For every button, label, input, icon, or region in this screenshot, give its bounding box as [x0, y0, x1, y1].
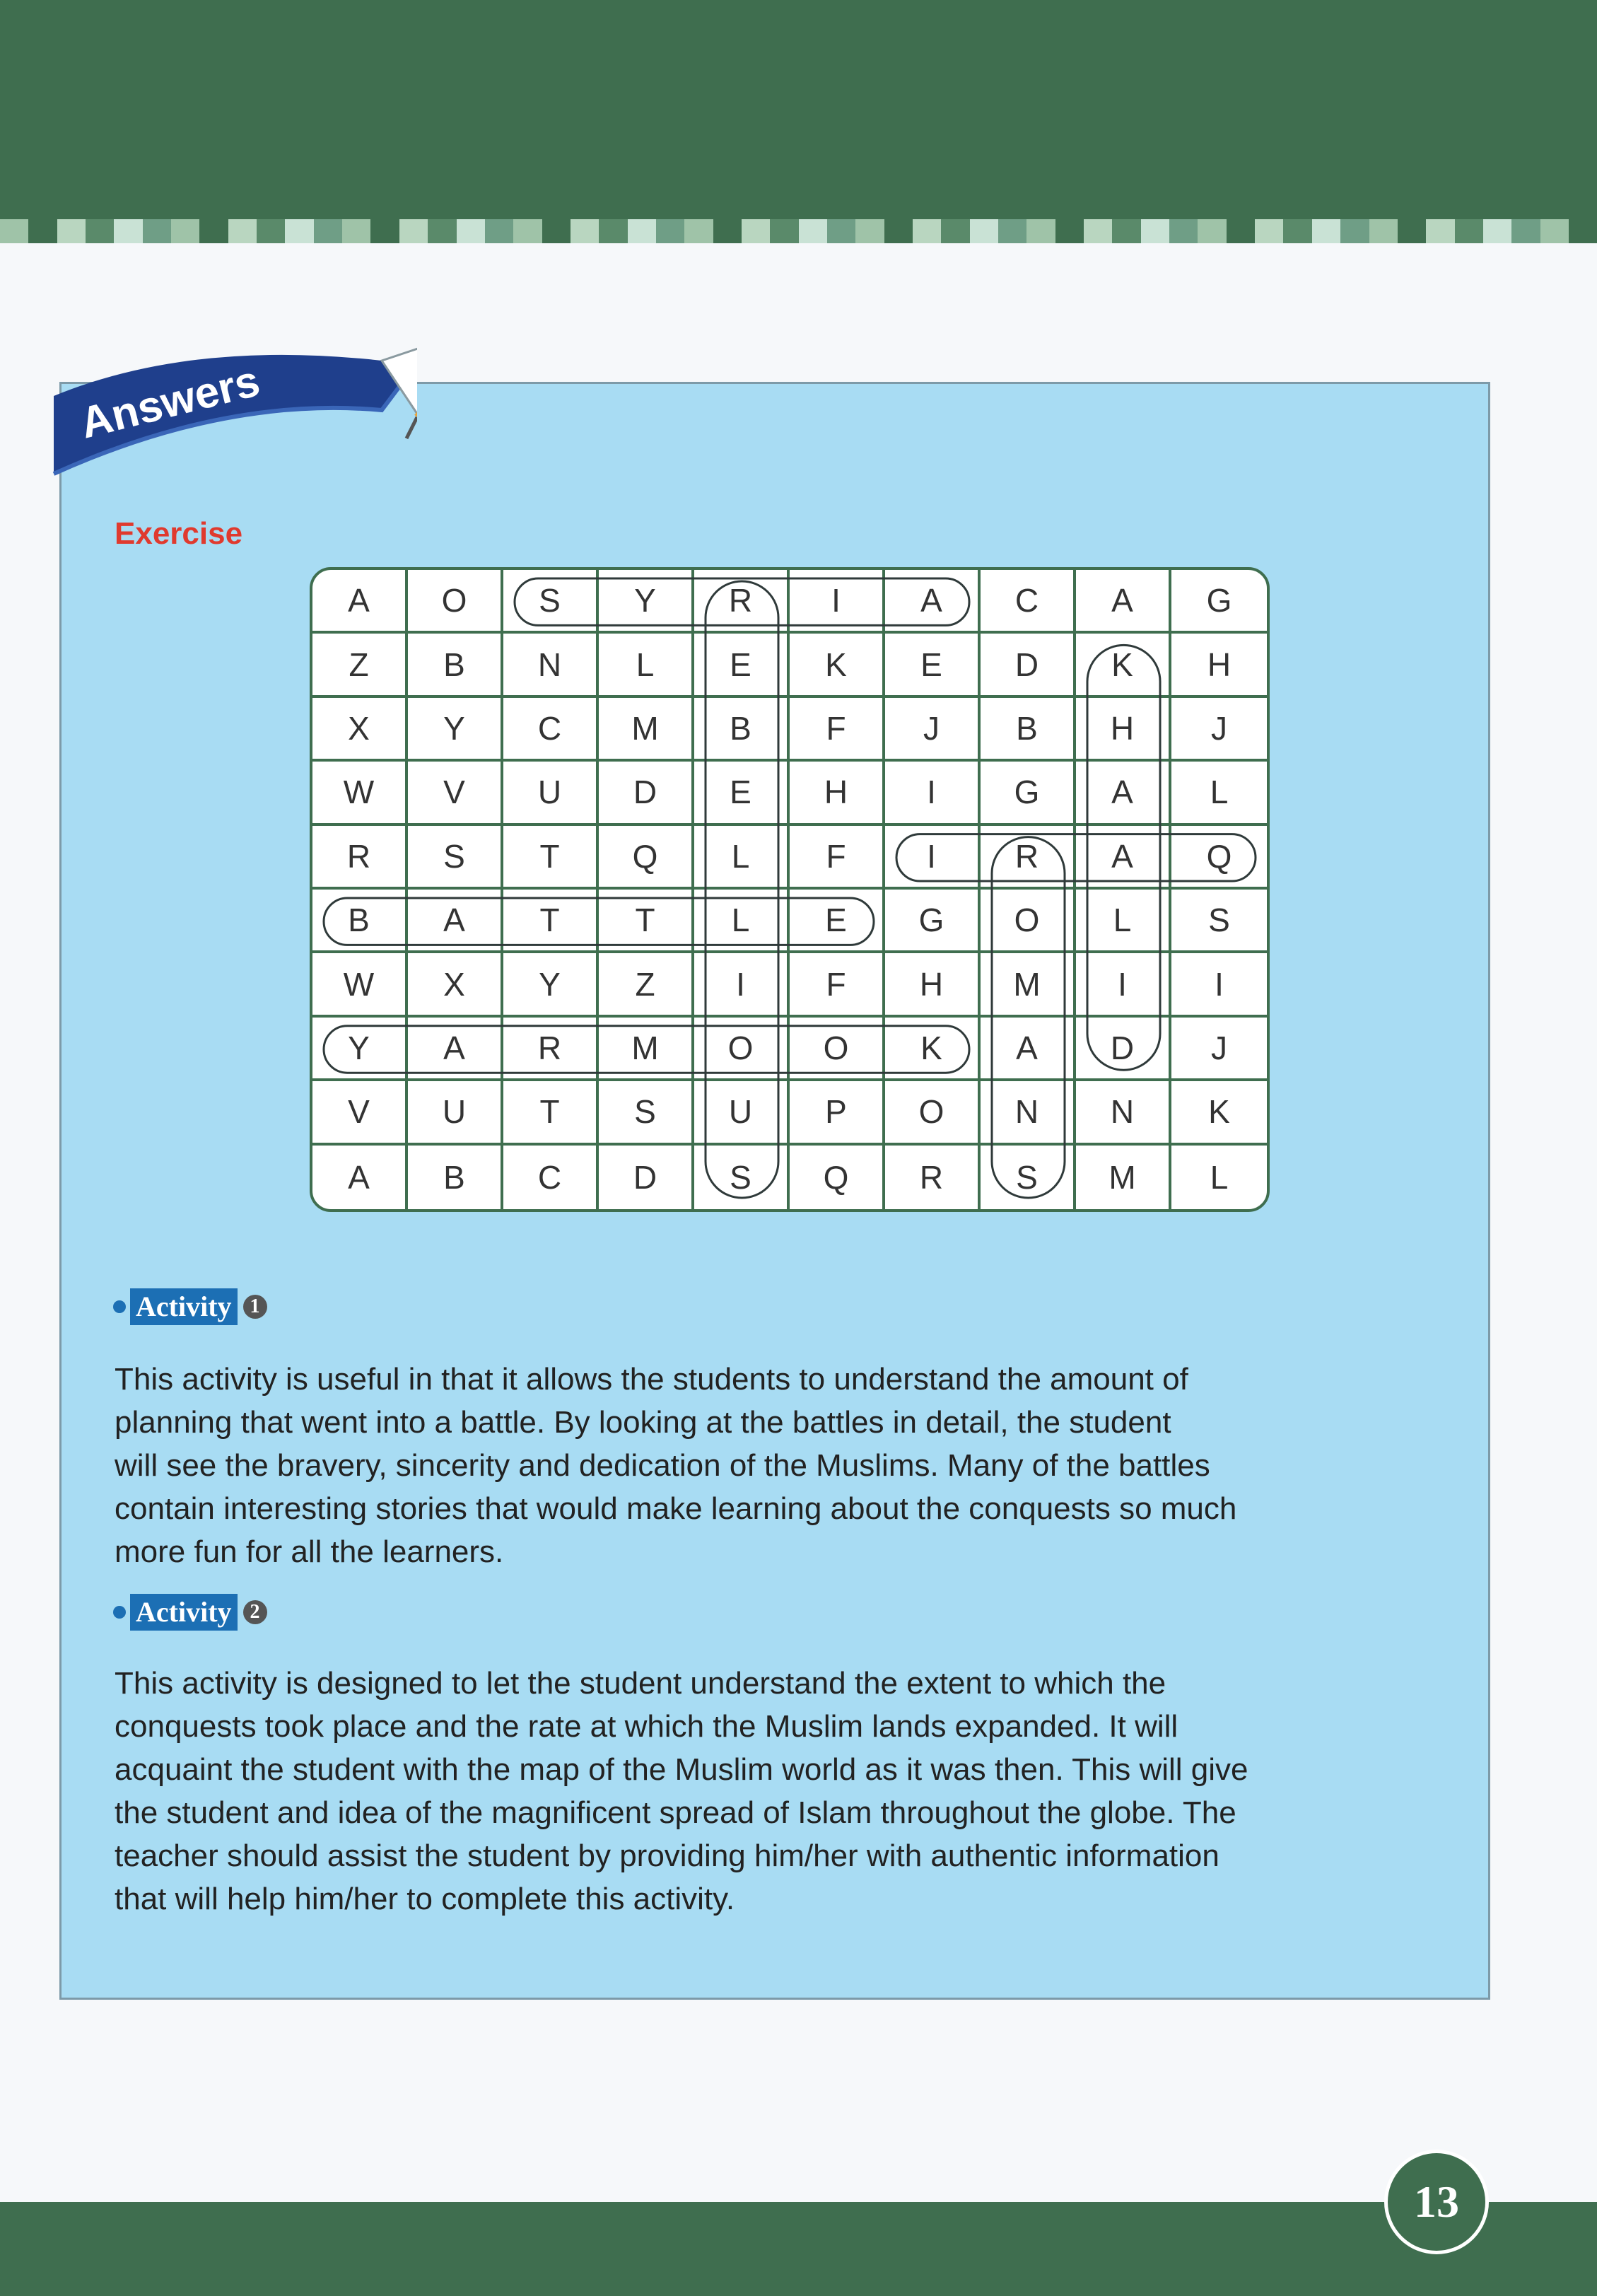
text-line: the student and idea of the magnificent spread of Islam throughout the globe. The — [115, 1795, 1236, 1830]
text-line: contain interesting stories that would make learning about the conquests so much — [115, 1491, 1237, 1526]
grid-cell: Z — [599, 953, 694, 1017]
word-search-cells — [312, 570, 1267, 1209]
checker-tile — [742, 219, 770, 243]
text-line: more fun for all the learners. — [115, 1534, 504, 1569]
grid-cell: W — [312, 762, 408, 825]
grid-cell: L — [694, 826, 790, 890]
checker-tile — [285, 219, 313, 243]
checker-tile — [599, 219, 627, 243]
grid-cell: Q — [790, 1146, 885, 1209]
checker-tile — [1511, 219, 1540, 243]
grid-cell: L — [694, 890, 790, 953]
checker-tile — [342, 219, 370, 243]
grid-cell: J — [1171, 698, 1267, 762]
grid-cell: T — [503, 826, 599, 890]
grid-cell: H — [1076, 698, 1171, 762]
grid-cell: Q — [1171, 826, 1267, 890]
checker-tile — [1369, 219, 1398, 243]
grid-cell: V — [312, 1081, 408, 1145]
checker-tile — [1084, 219, 1112, 243]
grid-cell: N — [981, 1081, 1076, 1145]
bullet-icon — [113, 1300, 126, 1313]
checker-tile — [1026, 219, 1055, 243]
grid-cell: V — [408, 762, 503, 825]
grid-cell: B — [981, 698, 1076, 762]
checker-tile — [1141, 219, 1169, 243]
grid-cell: E — [694, 634, 790, 697]
grid-cell: M — [1076, 1146, 1171, 1209]
grid-cell: M — [599, 1018, 694, 1081]
grid-cell: I — [790, 570, 885, 634]
grid-cell: G — [885, 890, 981, 953]
grid-cell: R — [312, 826, 408, 890]
bullet-icon — [113, 1606, 126, 1619]
grid-cell: F — [790, 826, 885, 890]
grid-cell: G — [1171, 570, 1267, 634]
checker-tile — [370, 219, 399, 243]
grid-cell: O — [408, 570, 503, 634]
grid-cell: W — [312, 953, 408, 1017]
grid-cell: H — [1171, 634, 1267, 697]
word-search-grid — [310, 567, 1270, 1212]
activity-2-text — [115, 1662, 1444, 1921]
grid-cell: D — [599, 1146, 694, 1209]
grid-cell: H — [790, 762, 885, 825]
grid-cell: M — [599, 698, 694, 762]
checker-tile — [457, 219, 485, 243]
grid-cell: M — [981, 953, 1076, 1017]
grid-cell: K — [1076, 634, 1171, 697]
grid-cell: B — [312, 890, 408, 953]
grid-cell: B — [694, 698, 790, 762]
text-line: acquaint the student with the map of the Muslim world as it was then. This will give — [115, 1752, 1248, 1787]
grid-cell: A — [1076, 762, 1171, 825]
grid-cell: C — [503, 698, 599, 762]
answers-ribbon — [49, 332, 417, 495]
grid-cell: L — [599, 634, 694, 697]
grid-cell: B — [408, 1146, 503, 1209]
checker-tile — [513, 219, 542, 243]
grid-cell: E — [885, 634, 981, 697]
grid-cell: T — [599, 890, 694, 953]
text-line: teacher should assist the student by providing him/her with authentic information — [115, 1838, 1219, 1873]
checker-tile — [998, 219, 1026, 243]
grid-cell: A — [1076, 826, 1171, 890]
activity-1-text — [115, 1358, 1444, 1573]
grid-cell: K — [790, 634, 885, 697]
grid-cell: K — [1171, 1081, 1267, 1145]
grid-cell: K — [885, 1018, 981, 1081]
activity-1-label — [113, 1288, 267, 1325]
checker-tile — [1540, 219, 1569, 243]
checker-tile — [143, 219, 171, 243]
grid-cell: A — [408, 1018, 503, 1081]
grid-cell: E — [790, 890, 885, 953]
grid-cell: A — [312, 570, 408, 634]
grid-cell: Y — [408, 698, 503, 762]
checker-tile — [1426, 219, 1454, 243]
grid-cell: N — [1076, 1081, 1171, 1145]
checker-tile — [628, 219, 656, 243]
grid-cell: Y — [312, 1018, 408, 1081]
grid-cell: Q — [599, 826, 694, 890]
checker-tile — [1312, 219, 1340, 243]
grid-cell: I — [694, 953, 790, 1017]
checker-tile — [57, 219, 86, 243]
checker-tile — [1398, 219, 1426, 243]
grid-cell: C — [981, 570, 1076, 634]
grid-cell: A — [1076, 570, 1171, 634]
bottom-band — [0, 2202, 1597, 2296]
checker-tile — [1198, 219, 1226, 243]
grid-cell: A — [408, 890, 503, 953]
checker-tile — [970, 219, 998, 243]
page-number: 13 — [1384, 2150, 1489, 2254]
grid-cell: E — [694, 762, 790, 825]
grid-cell: I — [885, 826, 981, 890]
activity-2-number: 2 — [243, 1600, 267, 1624]
exercise-heading: Exercise — [115, 516, 243, 551]
grid-cell: L — [1171, 762, 1267, 825]
grid-cell: F — [790, 698, 885, 762]
grid-cell: X — [408, 953, 503, 1017]
checker-tile — [1569, 219, 1597, 243]
grid-cell: D — [981, 634, 1076, 697]
checker-tile — [199, 219, 228, 243]
activity-1-tag: Activity — [130, 1288, 238, 1325]
grid-cell: X — [312, 698, 408, 762]
grid-cell: C — [503, 1146, 599, 1209]
grid-cell: S — [1171, 890, 1267, 953]
checker-strip — [0, 219, 1597, 243]
checker-tile — [713, 219, 742, 243]
checker-tile — [799, 219, 827, 243]
grid-cell: L — [1210, 1158, 1229, 1196]
grid-cell: I — [1171, 953, 1267, 1017]
text-line: This activity is useful in that it allows the students to understand the amount of — [115, 1362, 1188, 1397]
checker-tile — [485, 219, 513, 243]
grid-cell: A — [312, 1146, 408, 1209]
grid-cell: S — [503, 570, 599, 634]
checker-tile — [1169, 219, 1198, 243]
grid-cell: O — [981, 890, 1076, 953]
ribbon-label: Answers — [75, 356, 265, 448]
top-band — [0, 0, 1597, 219]
grid-cell: R — [694, 570, 790, 634]
grid-cell: Y — [503, 953, 599, 1017]
checker-tile — [28, 219, 57, 243]
checker-tile — [656, 219, 684, 243]
grid-cell: U — [503, 762, 599, 825]
grid-cell: Y — [599, 570, 694, 634]
grid-cell: J — [1171, 1018, 1267, 1081]
text-line: that will help him/her to complete this activity. — [115, 1882, 735, 1916]
grid-cell: T — [503, 890, 599, 953]
grid-cell: Z — [312, 634, 408, 697]
text-line: This activity is designed to let the student understand the extent to which the — [115, 1666, 1166, 1701]
grid-cell: F — [790, 953, 885, 1017]
activity-1-number: 1 — [243, 1295, 267, 1319]
checker-tile — [428, 219, 456, 243]
grid-cell: R — [503, 1018, 599, 1081]
checker-tile — [855, 219, 884, 243]
checker-tile — [1227, 219, 1255, 243]
grid-cell: G — [981, 762, 1076, 825]
grid-cell: S — [408, 826, 503, 890]
checker-tile — [542, 219, 571, 243]
grid-cell: H — [885, 953, 981, 1017]
checker-tile — [913, 219, 941, 243]
grid-cell: S — [981, 1146, 1076, 1209]
text-line: conquests took place and the rate at which the Muslim lands expanded. It will — [115, 1709, 1178, 1744]
grid-cell: I — [1076, 953, 1171, 1017]
grid-cell: O — [885, 1081, 981, 1145]
checker-tile — [1455, 219, 1483, 243]
checker-tile — [1255, 219, 1283, 243]
checker-tile — [399, 219, 428, 243]
text-line: will see the bravery, sincerity and dedication of the Muslims. Many of the battles — [115, 1448, 1210, 1483]
checker-tile — [86, 219, 114, 243]
checker-tile — [770, 219, 798, 243]
checker-tile — [827, 219, 855, 243]
checker-tile — [1055, 219, 1084, 243]
checker-tile — [228, 219, 257, 243]
checker-tile — [1340, 219, 1369, 243]
activity-2-tag: Activity — [130, 1594, 238, 1631]
grid-cell: S — [599, 1081, 694, 1145]
text-line: planning that went into a battle. By looking at the battles in detail, the student — [115, 1405, 1171, 1440]
grid-cell: A — [885, 570, 981, 634]
grid-cell: L — [1076, 890, 1171, 953]
grid-cell: R — [981, 826, 1076, 890]
grid-cell: U — [408, 1081, 503, 1145]
grid-cell: U — [694, 1081, 790, 1145]
grid-cell: N — [503, 634, 599, 697]
checker-tile — [257, 219, 285, 243]
grid-cell: R — [885, 1146, 981, 1209]
activity-2-label — [113, 1594, 267, 1631]
grid-cell: S — [694, 1146, 790, 1209]
checker-tile — [884, 219, 913, 243]
grid-cell: D — [599, 762, 694, 825]
grid-cell: T — [503, 1081, 599, 1145]
checker-tile — [314, 219, 342, 243]
checker-tile — [684, 219, 713, 243]
checker-tile — [1483, 219, 1511, 243]
checker-tile — [114, 219, 142, 243]
grid-cell: J — [885, 698, 981, 762]
grid-cell: I — [885, 762, 981, 825]
checker-tile — [941, 219, 969, 243]
grid-cell: D — [1076, 1018, 1171, 1081]
checker-tile — [571, 219, 599, 243]
checker-tile — [1112, 219, 1140, 243]
checker-tile — [0, 219, 28, 243]
grid-cell: A — [981, 1018, 1076, 1081]
grid-cell: B — [408, 634, 503, 697]
checker-tile — [1283, 219, 1311, 243]
checker-tile — [171, 219, 199, 243]
grid-cell: O — [790, 1018, 885, 1081]
grid-cell: P — [790, 1081, 885, 1145]
grid-cell: O — [694, 1018, 790, 1081]
